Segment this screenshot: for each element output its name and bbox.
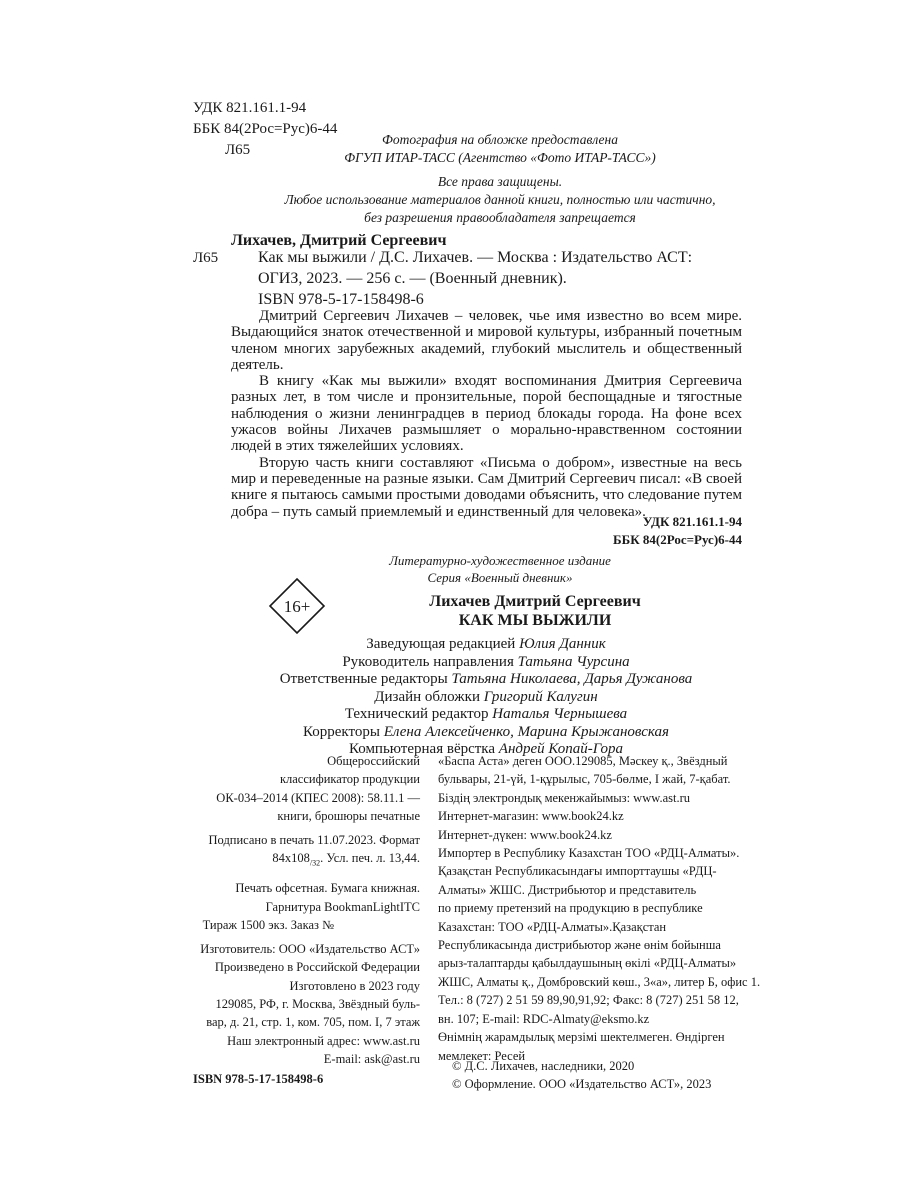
udk-code: УДК 821.161.1-94 (193, 100, 307, 116)
title-author: Лихачев Дмитрий Сергеевич (429, 593, 641, 610)
copyright-block (452, 1057, 711, 1093)
imprint-line: Тел.: 8 (727) 2 51 59 89,90,91,92; Факс: 8 (727) 251 58 12, (438, 993, 739, 1008)
copyright-line: © Д.С. Лихачев, наследники, 2020 (452, 1059, 635, 1073)
rights-line: без разрешения правообладателя запрещается (364, 210, 636, 225)
imprint-line: Республикасында дистрибьютор және өнім бойынша (438, 938, 721, 953)
bib-line: Как мы выжили / Д.С. Лихачев. — Москва : Издательство АСТ: (258, 249, 693, 266)
annotation-paragraph: Дмитрий Сергеевич Лихачев – человек, чье имя известно во всем мире. Выдающийся знаток отечественной и мировой культуры, избранный почетным членом многих зарубежных академий, глубокий мыслитель и общественный деятель. (231, 308, 742, 373)
staff-row (230, 636, 742, 654)
staff-role: Корректоры (302, 723, 380, 740)
imprint-line: Біздің электрондық мекенжайымыз: www.ast.ru (438, 790, 690, 805)
copyright-line: © Оформление. ООО «Издательство АСТ», 2023 (452, 1077, 712, 1091)
staff-role: Руководитель направления (342, 653, 514, 670)
format-fraction: /32 (309, 858, 321, 868)
imprint-right (438, 752, 761, 1065)
bbk-code: ББК 84(2Рос=Рус)6-44 (193, 121, 338, 137)
imprint-line: Казахстан: ТОО «РДЦ-Алматы».Қазақстан (438, 919, 667, 934)
staff-row (230, 671, 742, 689)
staff-role: Ответственные редакторы (279, 671, 448, 687)
imprint-line: Изготовлено в 2023 году (289, 978, 420, 993)
udk-code: УДК 821.161.1-94 (642, 514, 742, 529)
staff-role: Компьютерная вёрстка (348, 741, 496, 757)
imprint-line: по приему претензий на продукцию в республике (438, 901, 703, 916)
imprint-line: Подписано в печать 11.07.2023. Формат (208, 833, 420, 848)
staff-names: Наталья Чернышева (492, 706, 628, 722)
classification-right (613, 513, 742, 549)
imprint-line (172, 849, 420, 873)
bbk-code: ББК 84(2Рос=Рус)6-44 (613, 532, 742, 547)
bib-line: ОГИЗ, 2023. — 256 с. — (Военный дневник). (258, 270, 567, 287)
staff-row (230, 724, 742, 742)
book-title: КАК МЫ ВЫЖИЛИ (458, 612, 612, 629)
format-value: 84x108 (272, 851, 310, 866)
imprint-line: Гарнитура BookmanLightITC (265, 899, 420, 914)
author-mark: Л65 (225, 142, 251, 158)
annotation-paragraph: В книгу «Как мы выжили» входят воспоминания Дмитрия Сергеевича разных лет, в том числе и пронзительные, порой беспощадные и тягостные наблюдения о жизни ленинградцев в период блокады города. На фоне всех ужасов войны Лихачев размышляет о морально-нравственном состоянии людей в этих тяжелейших условиях. (231, 373, 742, 455)
staff-row (230, 654, 742, 672)
imprint-line: бульвары, 21-үй, 1-құрылыс, 705-бөлме, I жай, 7-қабат. (438, 772, 731, 787)
title-block (330, 592, 740, 630)
print-sheets: . Усл. печ. л. 13,44. (320, 851, 420, 866)
edition-info (262, 552, 738, 586)
staff-list (230, 636, 742, 759)
staff-names: Юлия Данник (519, 636, 606, 652)
staff-role: Технический редактор (344, 706, 489, 722)
staff-names: Татьяна Чурсина (517, 653, 630, 670)
imprint-line: Наш электронный адрес: www.ast.ru (227, 1033, 420, 1048)
imprint-line: Қазақстан Республикасындағы импорттаушы «РДЦ- (438, 864, 717, 879)
staff-role: Заведующая редакцией (366, 636, 516, 652)
imprint-line: Общероссийский (327, 754, 420, 768)
rights-line: Любое использование материалов данной книги, полностью или частично, (284, 192, 716, 207)
bib-author-mark: Л65 (193, 250, 219, 266)
imprint-line: классификатор продукции (279, 772, 420, 787)
imprint-line: вн. 107; E-mail: RDC-Almaty@eksmo.kz (438, 1011, 650, 1026)
bib-author: Лихачев, Дмитрий Сергеевич (231, 232, 447, 249)
isbn-bottom: ISBN 978-5-17-158498-6 (193, 1072, 324, 1086)
imprint-line: вар, д. 21, стр. 1, ком. 705, пом. I, 7 этаж (206, 1015, 420, 1030)
imprint-line: Печать офсетная. Бумага книжная. (235, 881, 420, 896)
imprint-line: 129085, РФ, г. Москва, Звёздный буль- (215, 997, 420, 1012)
imprint-line: Өнімнің жарамдылық мерзімі шектелмеген. Өндірген (438, 1030, 725, 1045)
imprint-line: Изготовитель: ООО «Издательство АСТ» (200, 942, 420, 957)
imprint-line: Импортер в Республику Казахстан ТОО «РДЦ-Алматы». (438, 846, 740, 861)
bib-isbn: ISBN 978-5-17-158498-6 (258, 291, 424, 308)
rights-line: Все права защищены. (437, 174, 563, 189)
imprint-line: Интернет-дүкен: www.book24.kz (438, 827, 612, 842)
staff-names: Татьяна Николаева, Дарья Дужанова (451, 671, 693, 687)
bib-description (258, 247, 742, 289)
staff-names: Елена Алексейченко, Марина Крыжановская (383, 723, 669, 740)
credits-block (262, 131, 738, 227)
photo-credit-line: ФГУП ИТАР-ТАСС (Агентство «Фото ИТАР-ТАСС») (344, 150, 656, 165)
imprint-line: арыз-талаптарды қабылдаушының өкілі «РДЦ-Алматы» (438, 956, 737, 971)
staff-row (230, 689, 742, 707)
age-rating-badge (268, 577, 326, 635)
imprint-line: ОК-034–2014 (КПЕС 2008): 58.11.1 — (216, 790, 420, 805)
imprint-line: Алматы» ЖШС. Дистрибьютор и представитель (438, 882, 697, 897)
imprint-line: E-mail: ask@ast.ru (323, 1051, 420, 1066)
diamond-icon (268, 577, 326, 635)
imprint-line: ЖШС, Алматы қ., Домбровский көш., 3«а», литер Б, офис 1. (438, 974, 761, 989)
staff-role: Дизайн обложки (374, 688, 480, 705)
imprint-line: Произведено в Российской Федерации (214, 960, 420, 975)
imprint-line: книги, брошюры печатные (277, 808, 420, 823)
imprint-left (172, 752, 420, 1068)
staff-names: Андрей Копай-Гора (498, 741, 624, 757)
imprint-line: мемлекет: Ресей (438, 1048, 526, 1063)
annotation (231, 308, 742, 520)
staff-names: Григорий Калугин (483, 688, 598, 705)
imprint-line: Интернет-магазин: www.book24.kz (438, 809, 624, 824)
staff-row (230, 706, 742, 724)
imprint-line: «Баспа Аста» деген ООО.129085, Мәскеу қ., Звёздный (438, 754, 728, 768)
edition-type: Литературно-художественное издание (389, 553, 611, 568)
photo-credit-line: Фотография на обложке предоставлена (382, 132, 618, 147)
imprint-line: Тираж 1500 экз. Заказ № (202, 917, 334, 932)
edition-series: Серия «Военный дневник» (427, 570, 573, 585)
age-rating-text: 16+ (283, 597, 311, 616)
annotation-paragraph: Вторую часть книги составляют «Письма о добром», известные на весь мир и переведенные на разные языки. Сам Дмитрий Сергеевич писал: «В своей книге я пытаюсь самыми простыми доводами объяснить, что следование путем добра – путь самый приемлемый и единственный для человека». (231, 454, 742, 520)
